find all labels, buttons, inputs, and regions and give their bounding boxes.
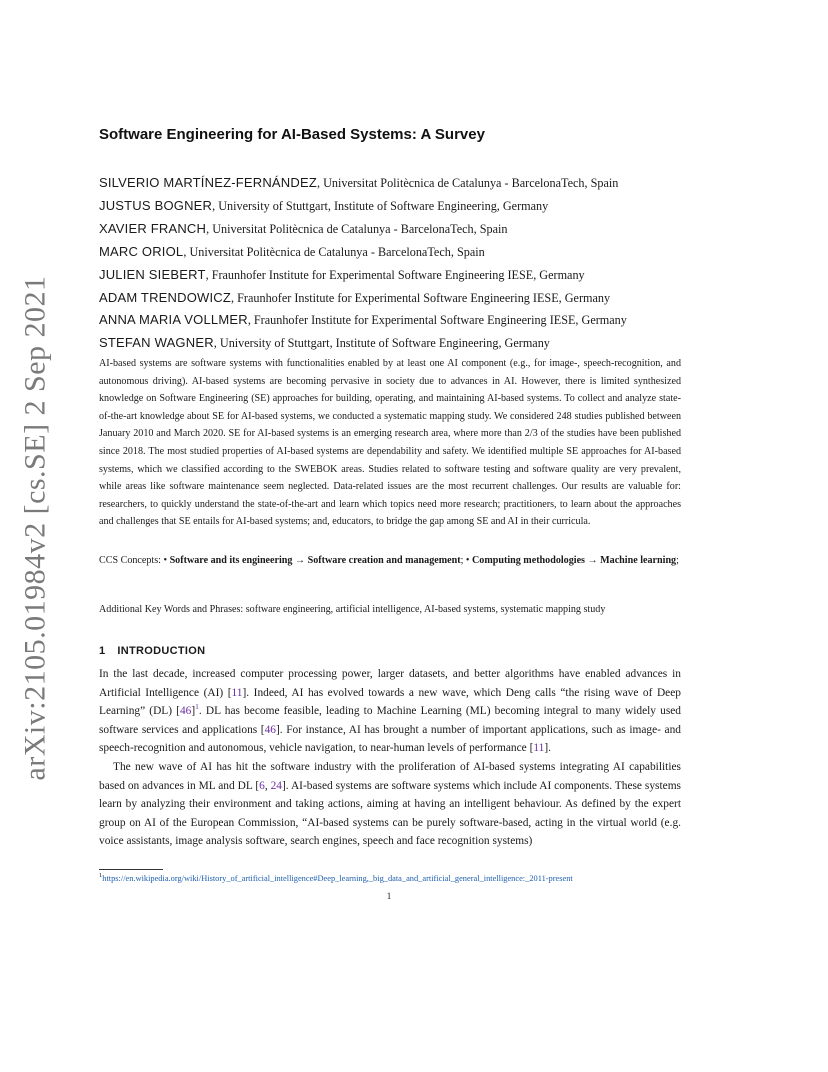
- author-name: XAVIER FRANCH: [99, 220, 207, 236]
- author-affiliation: , Fraunhofer Institute for Experimental Software Engineering IESE, Germany: [247, 313, 627, 328]
- author-entry: [99, 172, 719, 195]
- footnote: [99, 873, 699, 885]
- author-name: ADAM TRENDOWICZ: [99, 289, 232, 305]
- abstract: AI-based systems are software systems with functionalities enabled by at least one AI component (e.g., for image-, speech-recognition, and autonomous driving). AI-based systems are becoming pervasive in society due to advances in AI. However, there is limited synthesized knowledge on Software Engineering (SE) approaches for building, operating, and maintaining AI-based systems. To collect and analyze state-of-the-art knowledge about SE for AI-based systems, we conducted a systematic mapping study. We considered 248 studies published between January 2010 and March 2020. SE for AI-based systems is an emerging research area, where more than 2/3 of the studies have been published since 2018. The most studied properties of AI-based systems are dependability and safety. We identified multiple SE approaches for AI-based systems, which we classified according to the SWEBOK areas. Studies related to software testing and software quality are very prevalent, while areas like software maintenance seem neglected. Data-related issues are the most recurrent challenges. Our results are valuable for: researchers, to quickly understand the state-of-the-art and learn which topics need more research; practitioners, to learn about the approaches and challenges that SE entails for AI-based systems; and, educators, to bridge the gap among SE and AI in their curricula.: [99, 358, 681, 528]
- ccs-concept: Software and its engineering → Software creation and management: [169, 555, 461, 566]
- section-heading: [99, 645, 205, 657]
- ccs-end: ;: [676, 555, 679, 566]
- footnote-marker[interactable]: 1: [195, 702, 199, 712]
- section-number: 1: [99, 645, 106, 657]
- text-run: ,: [264, 779, 271, 792]
- text-run: ]. AI-based systems are software systems which include AI components. These systems learn by analyzing their environment and taking actions, aiming at having an intelligent behaviour. As defined by the expert group on AI of the European Commission, “AI-based systems can be purely software-based, acting in the virtual world (e.g. voice assistants, image analysis software, search engines, speech and face recognition systems): [99, 779, 681, 848]
- ccs-concept: Computing methodologies → Machine learning: [471, 555, 677, 566]
- author-entry: [99, 309, 719, 332]
- text-run: . DL has become feasible, leading to Machine Learning (ML) becoming integral to many widely used software services and applications [: [99, 705, 681, 736]
- arxiv-stamp: [16, 274, 56, 781]
- author-entry: [99, 195, 719, 218]
- footnote-divider: [99, 869, 163, 870]
- author-name: JUSTUS BOGNER: [99, 197, 213, 213]
- author-entry: [99, 241, 719, 264]
- text-run: ]: [191, 705, 196, 718]
- author-list: [99, 172, 719, 355]
- text-run: In the last decade, increased computer processing power, larger datasets, and better algorithms have enabled advances in Artificial Intelligence (AI) [: [99, 668, 681, 699]
- ccs-label: CCS Concepts: •: [99, 555, 170, 566]
- intro-paragraph: [99, 758, 681, 851]
- citation-link[interactable]: 11: [231, 686, 243, 699]
- author-name: ANNA MARIA VOLLMER: [99, 312, 248, 328]
- page-number: 1: [386, 891, 392, 901]
- ccs-separator: ; •: [460, 555, 472, 566]
- author-name: SILVERIO MARTÍNEZ-FERNÁNDEZ: [99, 175, 317, 190]
- ccs-concepts: [99, 552, 681, 569]
- author-name: JULIEN SIEBERT: [99, 266, 206, 282]
- text-run: ]. For instance, AI has brought a number of important applications, such as image- and speech-recognition and autonomous, vehicle navigation, to near-human levels of performance [: [99, 723, 681, 755]
- text-run: The new wave of AI has hit the software industry with the proliferation of AI-based systems integrating AI capabilities based on advances in ML and DL [: [99, 760, 681, 792]
- citation-link[interactable]: 11: [533, 742, 545, 755]
- text-run: ].: [544, 742, 551, 755]
- citation-link[interactable]: 46: [179, 705, 192, 718]
- citation-link[interactable]: 6: [259, 779, 265, 792]
- section-title: INTRODUCTION: [117, 645, 206, 657]
- author-affiliation: , Fraunhofer Institute for Experimental Software Engineering IESE, Germany: [231, 290, 611, 305]
- author-affiliation: , Universitat Politècnica de Catalunya - BarcelonaTech, Spain: [317, 176, 619, 190]
- author-affiliation: , University of Stuttgart, Institute of Software Engineering, Germany: [213, 336, 550, 351]
- citation-link[interactable]: 46: [264, 723, 276, 736]
- author-entry: [99, 287, 719, 310]
- author-name: STEFAN WAGNER: [99, 335, 214, 351]
- intro-paragraph: [99, 665, 681, 758]
- author-entry: [99, 264, 719, 287]
- author-entry: [99, 332, 719, 355]
- paper-title: Software Engineering for AI-Based Systems: A Survey: [99, 126, 485, 143]
- footnote-link[interactable]: https://en.wikipedia.org/wiki/History_of_artificial_intelligence#Deep_learning,_big_data_and_artificial_general_intelligence:_2011-present: [102, 874, 573, 883]
- arxiv-stamp-text: arXiv:2105.01984v2 [cs.SE] 2 Sep 2021: [19, 274, 52, 781]
- text-run: ]. Indeed, AI has evolved towards a new wave, which Deng calls “the rising wave of Deep Learning” (DL) [: [99, 686, 681, 718]
- author-affiliation: , Universitat Politècnica de Catalunya - BarcelonaTech, Spain: [183, 244, 485, 259]
- keywords: Additional Key Words and Phrases: software engineering, artificial intelligence, AI-based systems, systematic mapping study: [99, 604, 606, 615]
- body-text: [99, 665, 681, 851]
- author-affiliation: , University of Stuttgart, Institute of Software Engineering, Germany: [212, 198, 549, 213]
- citation-link[interactable]: 24: [270, 779, 282, 792]
- author-entry: [99, 218, 719, 241]
- author-affiliation: , Fraunhofer Institute for Experimental Software Engineering IESE, Germany: [205, 267, 585, 282]
- author-affiliation: , Universitat Politècnica de Catalunya - BarcelonaTech, Spain: [206, 221, 508, 236]
- author-name: MARC ORIOL: [99, 243, 184, 259]
- footnote-number: 1: [99, 872, 103, 880]
